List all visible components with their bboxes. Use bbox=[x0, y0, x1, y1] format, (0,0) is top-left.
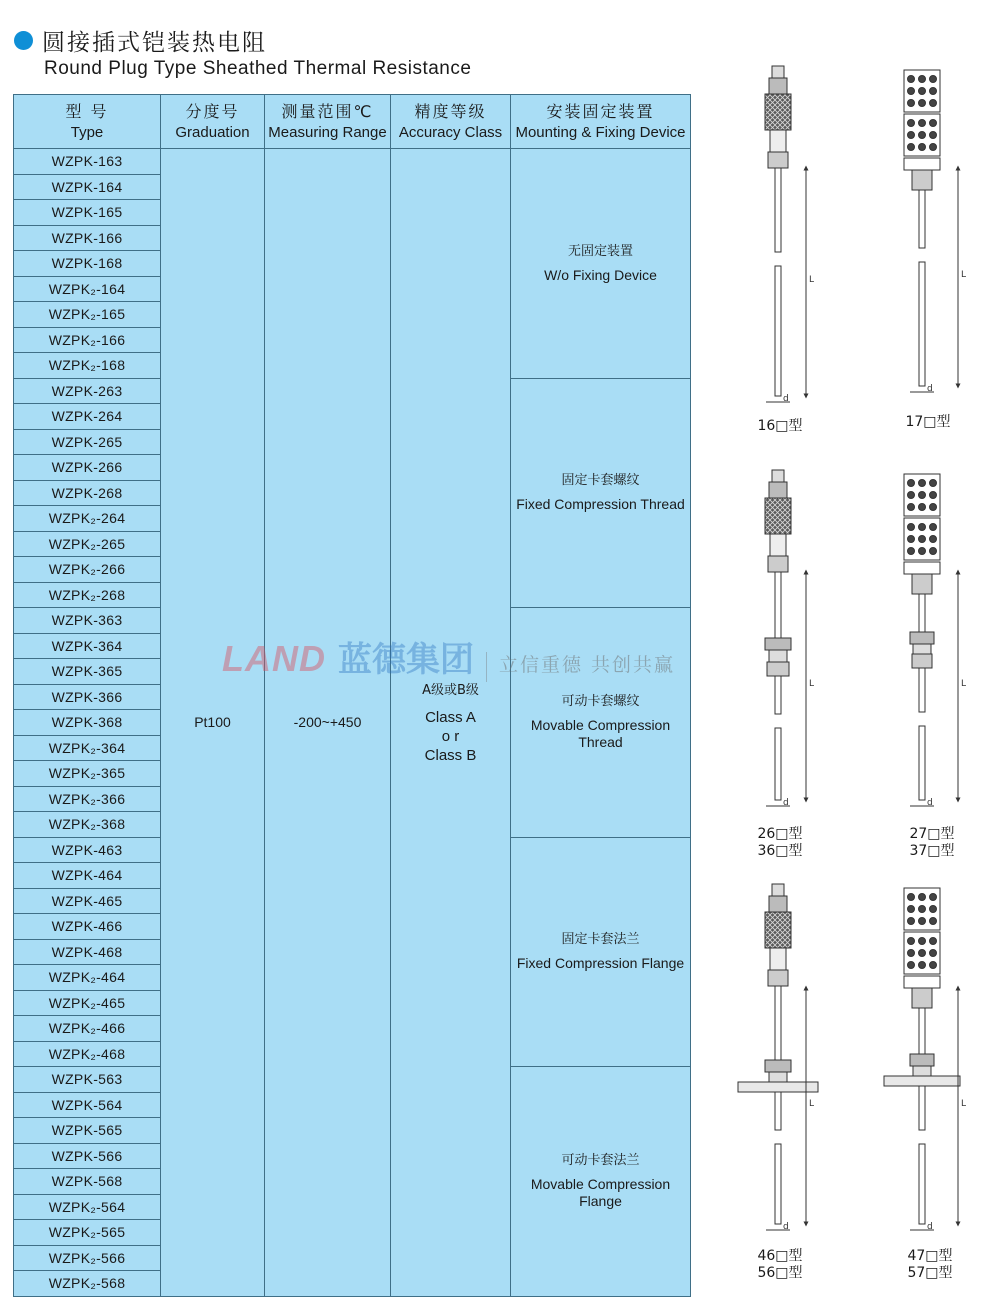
sheath-lower bbox=[775, 728, 781, 800]
probe-block-drawing bbox=[904, 70, 958, 392]
ferrule bbox=[913, 644, 931, 654]
header-graduation: 分度号 Graduation bbox=[161, 95, 265, 149]
plug-cap bbox=[769, 482, 787, 498]
sheath-upper bbox=[919, 594, 925, 632]
type-cell: WZPK-564 bbox=[14, 1092, 161, 1118]
terminal-screw bbox=[908, 962, 915, 969]
type-cell: WZPK₂-464 bbox=[14, 965, 161, 991]
mounting-zh: 固定卡套法兰 bbox=[561, 932, 640, 948]
type-cell: WZPK₂-368 bbox=[14, 812, 161, 838]
terminal-base bbox=[904, 976, 940, 988]
plug-neck bbox=[770, 130, 786, 152]
terminal-screw bbox=[908, 536, 915, 543]
length-label: L bbox=[809, 275, 815, 285]
terminal-screw bbox=[908, 100, 915, 107]
table-header-row bbox=[14, 95, 691, 149]
type-cell: WZPK-568 bbox=[14, 1169, 161, 1195]
terminal-screw bbox=[930, 88, 937, 95]
terminal-screw bbox=[908, 938, 915, 945]
accuracy-cell bbox=[391, 149, 511, 1297]
diameter-label: d bbox=[783, 798, 789, 808]
type-cell: WZPK-168 bbox=[14, 251, 161, 277]
type-cell: WZPK₂-168 bbox=[14, 353, 161, 379]
type-cell: WZPK-366 bbox=[14, 684, 161, 710]
probe-block-drawing bbox=[904, 474, 958, 806]
type-cell: WZPK₂-266 bbox=[14, 557, 161, 583]
type-cell: WZPK₂-268 bbox=[14, 582, 161, 608]
type-cell: WZPK-164 bbox=[14, 174, 161, 200]
sheath-upper bbox=[919, 190, 925, 248]
terminal-screw bbox=[930, 132, 937, 139]
thread-fitting bbox=[767, 662, 789, 676]
type-cell: WZPK-565 bbox=[14, 1118, 161, 1144]
terminal-screw bbox=[930, 906, 937, 913]
type-cell: WZPK-465 bbox=[14, 888, 161, 914]
terminal-screw bbox=[908, 504, 915, 511]
plug-cap bbox=[769, 896, 787, 912]
length-label: L bbox=[809, 1099, 815, 1109]
type-cell: WZPK-468 bbox=[14, 939, 161, 965]
length-label: L bbox=[961, 679, 967, 689]
accuracy-zh: A级或B级 bbox=[422, 683, 479, 699]
thread-fitting bbox=[912, 654, 932, 668]
terminal-screw bbox=[930, 76, 937, 83]
plug-pins bbox=[772, 884, 784, 896]
header-mounting: 安装固定装置 Mounting & Fixing Device bbox=[511, 95, 691, 149]
sheath-upper bbox=[775, 572, 781, 638]
plug-neck bbox=[770, 948, 786, 970]
terminal-screw bbox=[908, 120, 915, 127]
probe-round-drawing bbox=[765, 66, 806, 402]
watermark-name: 蓝德集团 bbox=[337, 640, 474, 680]
probe-drawings-svg bbox=[700, 40, 1000, 1312]
type-cell: WZPK₂-164 bbox=[14, 276, 161, 302]
mounting-cell bbox=[511, 378, 691, 608]
accuracy-line: Class A bbox=[425, 709, 476, 727]
terminal-screw bbox=[908, 144, 915, 151]
terminal-screw bbox=[919, 548, 926, 555]
terminal-screw bbox=[930, 962, 937, 969]
terminal-screw bbox=[908, 950, 915, 957]
diameter-label: d bbox=[927, 384, 933, 394]
mounting-en: Fixed Compression Flange bbox=[516, 955, 685, 972]
terminal-screw bbox=[930, 120, 937, 127]
sheath-lower bbox=[775, 266, 781, 396]
terminal-screw bbox=[919, 938, 926, 945]
type-cell: WZPK-363 bbox=[14, 608, 161, 634]
mounting-en: Movable Compression Thread bbox=[530, 717, 671, 751]
type-cell: WZPK-463 bbox=[14, 837, 161, 863]
type-cell: WZPK-566 bbox=[14, 1143, 161, 1169]
type-cell: WZPK-163 bbox=[14, 149, 161, 175]
type-cell: WZPK-165 bbox=[14, 200, 161, 226]
terminal-screw bbox=[919, 504, 926, 511]
sheath-lower bbox=[919, 262, 925, 386]
plug-neck bbox=[770, 534, 786, 556]
terminal-screw bbox=[919, 918, 926, 925]
plug-cap bbox=[769, 78, 787, 94]
terminal-screw bbox=[930, 504, 937, 511]
probe-drawings bbox=[700, 40, 1000, 1312]
terminal-screw bbox=[908, 76, 915, 83]
terminal-screw bbox=[919, 950, 926, 957]
mounting-cell bbox=[511, 837, 691, 1067]
mounting-en: Fixed Compression Thread bbox=[516, 496, 685, 513]
terminal-base bbox=[904, 158, 940, 170]
mounting-zh: 固定卡套螺纹 bbox=[561, 473, 640, 489]
sheath-lower bbox=[775, 1144, 781, 1224]
plug-pins bbox=[772, 66, 784, 78]
length-label: L bbox=[961, 1099, 967, 1109]
terminal-screw bbox=[919, 132, 926, 139]
sheath-upper bbox=[919, 668, 925, 712]
header-accuracy: 精度等级 Accuracy Class bbox=[391, 95, 511, 149]
type-cell: WZPK-368 bbox=[14, 710, 161, 736]
hex-fitting bbox=[912, 170, 932, 190]
terminal-base bbox=[904, 562, 940, 574]
mounting-zh: 可动卡套螺纹 bbox=[561, 694, 640, 710]
type-cell: WZPK-265 bbox=[14, 429, 161, 455]
ferrule bbox=[769, 1072, 787, 1082]
terminal-screw bbox=[919, 120, 926, 127]
terminal-screw bbox=[908, 918, 915, 925]
terminal-screw bbox=[908, 548, 915, 555]
caption-16: 16□型 bbox=[757, 418, 803, 434]
terminal-screw bbox=[919, 962, 926, 969]
type-cell: WZPK-466 bbox=[14, 914, 161, 940]
watermark-logo: LAND bbox=[222, 638, 326, 679]
diameter-label: d bbox=[783, 1222, 789, 1232]
probe-round-drawing bbox=[738, 884, 818, 1230]
caption-46-56: 46□型 56□型 bbox=[757, 1248, 803, 1281]
hex-fitting bbox=[912, 988, 932, 1008]
compression-nut bbox=[910, 1054, 934, 1066]
type-cell: WZPK-264 bbox=[14, 404, 161, 430]
length-label: L bbox=[961, 270, 967, 280]
mounting-cell bbox=[511, 608, 691, 838]
caption-47-57: 47□型 57□型 bbox=[907, 1248, 953, 1281]
caption-26-36: 26□型 36□型 bbox=[757, 826, 803, 859]
mounting-zh: 可动卡套法兰 bbox=[561, 1153, 640, 1169]
ferrule bbox=[769, 650, 787, 662]
graduation-cell: Pt100 bbox=[161, 149, 265, 1297]
spec-table bbox=[13, 94, 691, 1297]
type-cell: WZPK-563 bbox=[14, 1067, 161, 1093]
knurled-nut bbox=[765, 94, 791, 130]
terminal-screw bbox=[908, 88, 915, 95]
terminal-screw bbox=[919, 480, 926, 487]
type-cell: WZPK-263 bbox=[14, 378, 161, 404]
type-cell: WZPK-365 bbox=[14, 659, 161, 685]
diameter-label: d bbox=[927, 1222, 933, 1232]
terminal-screw bbox=[908, 492, 915, 499]
terminal-screw bbox=[919, 88, 926, 95]
terminal-screw bbox=[919, 894, 926, 901]
terminal-screw bbox=[930, 938, 937, 945]
sheath-lower bbox=[919, 726, 925, 800]
hex-fitting bbox=[768, 970, 788, 986]
accuracy-line: Class B bbox=[424, 747, 477, 765]
compression-nut bbox=[910, 632, 934, 644]
hex-fitting bbox=[768, 556, 788, 572]
caption-27-37: 27□型 37□型 bbox=[909, 826, 955, 859]
accuracy-line: o r bbox=[441, 728, 460, 746]
terminal-screw bbox=[908, 480, 915, 487]
caption-17: 17□型 bbox=[905, 414, 951, 430]
terminal-screw bbox=[908, 894, 915, 901]
terminal-screw bbox=[908, 132, 915, 139]
terminal-screw bbox=[919, 100, 926, 107]
terminal-screw bbox=[919, 76, 926, 83]
probe-round-drawing bbox=[765, 470, 806, 806]
mounting-en: W/o Fixing Device bbox=[544, 266, 657, 283]
terminal-screw bbox=[930, 894, 937, 901]
header-type: 型 号 Type bbox=[14, 95, 161, 149]
terminal-screw bbox=[908, 906, 915, 913]
type-cell: WZPK-364 bbox=[14, 633, 161, 659]
diameter-label: d bbox=[783, 394, 789, 404]
sheath-upper bbox=[919, 1086, 925, 1130]
type-cell: WZPK₂-264 bbox=[14, 506, 161, 532]
table-row bbox=[14, 149, 691, 175]
terminal-screw bbox=[930, 144, 937, 151]
length-label: L bbox=[809, 679, 815, 689]
type-cell: WZPK₂-365 bbox=[14, 761, 161, 787]
mounting-cell bbox=[511, 149, 691, 379]
terminal-screw bbox=[930, 100, 937, 107]
type-cell: WZPK-166 bbox=[14, 225, 161, 251]
type-cell: WZPK-268 bbox=[14, 480, 161, 506]
watermark-slogan: 立信重德 共创共赢 bbox=[498, 654, 676, 676]
type-cell: WZPK₂-465 bbox=[14, 990, 161, 1016]
sheath-upper bbox=[775, 676, 781, 714]
terminal-screw bbox=[930, 536, 937, 543]
plug-pins bbox=[772, 470, 784, 482]
title-en: Round Plug Type Sheathed Thermal Resistance bbox=[44, 58, 472, 79]
type-cell: WZPK₂-468 bbox=[14, 1041, 161, 1067]
knurled-nut bbox=[765, 912, 791, 948]
hex-fitting bbox=[912, 574, 932, 594]
type-cell: WZPK₂-166 bbox=[14, 327, 161, 353]
type-cell: WZPK-464 bbox=[14, 863, 161, 889]
terminal-screw bbox=[919, 536, 926, 543]
terminal-screw bbox=[930, 950, 937, 957]
ferrule bbox=[913, 1066, 931, 1076]
terminal-screw bbox=[919, 906, 926, 913]
terminal-screw bbox=[930, 524, 937, 531]
sheath-upper bbox=[775, 1092, 781, 1130]
sheath-lower bbox=[919, 1144, 925, 1224]
terminal-screw bbox=[919, 492, 926, 499]
range-cell: -200~+450 bbox=[265, 149, 391, 1297]
knurled-nut bbox=[765, 498, 791, 534]
terminal-screw bbox=[908, 524, 915, 531]
mounting-zh: 无固定装置 bbox=[567, 243, 633, 259]
type-cell: WZPK₂-165 bbox=[14, 302, 161, 328]
type-cell: WZPK₂-565 bbox=[14, 1220, 161, 1246]
bullet-dot-icon bbox=[14, 31, 33, 50]
type-cell: WZPK₂-466 bbox=[14, 1016, 161, 1042]
hex-fitting bbox=[768, 152, 788, 168]
diameter-label: d bbox=[927, 798, 933, 808]
type-cell: WZPK₂-364 bbox=[14, 735, 161, 761]
flange-plate bbox=[884, 1076, 960, 1086]
header-range: 测量范围℃ Measuring Range bbox=[265, 95, 391, 149]
title-zh: 圆接插式铠装热电阻 bbox=[42, 30, 267, 56]
compression-nut bbox=[765, 638, 791, 650]
mounting-en: Movable Compression Flange bbox=[530, 1176, 671, 1210]
terminal-screw bbox=[930, 548, 937, 555]
type-cell: WZPK₂-566 bbox=[14, 1245, 161, 1271]
type-cell: WZPK-266 bbox=[14, 455, 161, 481]
terminal-screw bbox=[919, 144, 926, 151]
sheath-upper bbox=[775, 168, 781, 252]
mounting-cell bbox=[511, 1067, 691, 1297]
type-cell: WZPK₂-564 bbox=[14, 1194, 161, 1220]
compression-nut bbox=[765, 1060, 791, 1072]
type-cell: WZPK₂-265 bbox=[14, 531, 161, 557]
terminal-screw bbox=[919, 524, 926, 531]
terminal-screw bbox=[930, 492, 937, 499]
type-cell: WZPK₂-366 bbox=[14, 786, 161, 812]
terminal-screw bbox=[930, 918, 937, 925]
probe-block-drawing bbox=[884, 888, 960, 1230]
terminal-screw bbox=[930, 480, 937, 487]
type-cell: WZPK₂-568 bbox=[14, 1271, 161, 1297]
